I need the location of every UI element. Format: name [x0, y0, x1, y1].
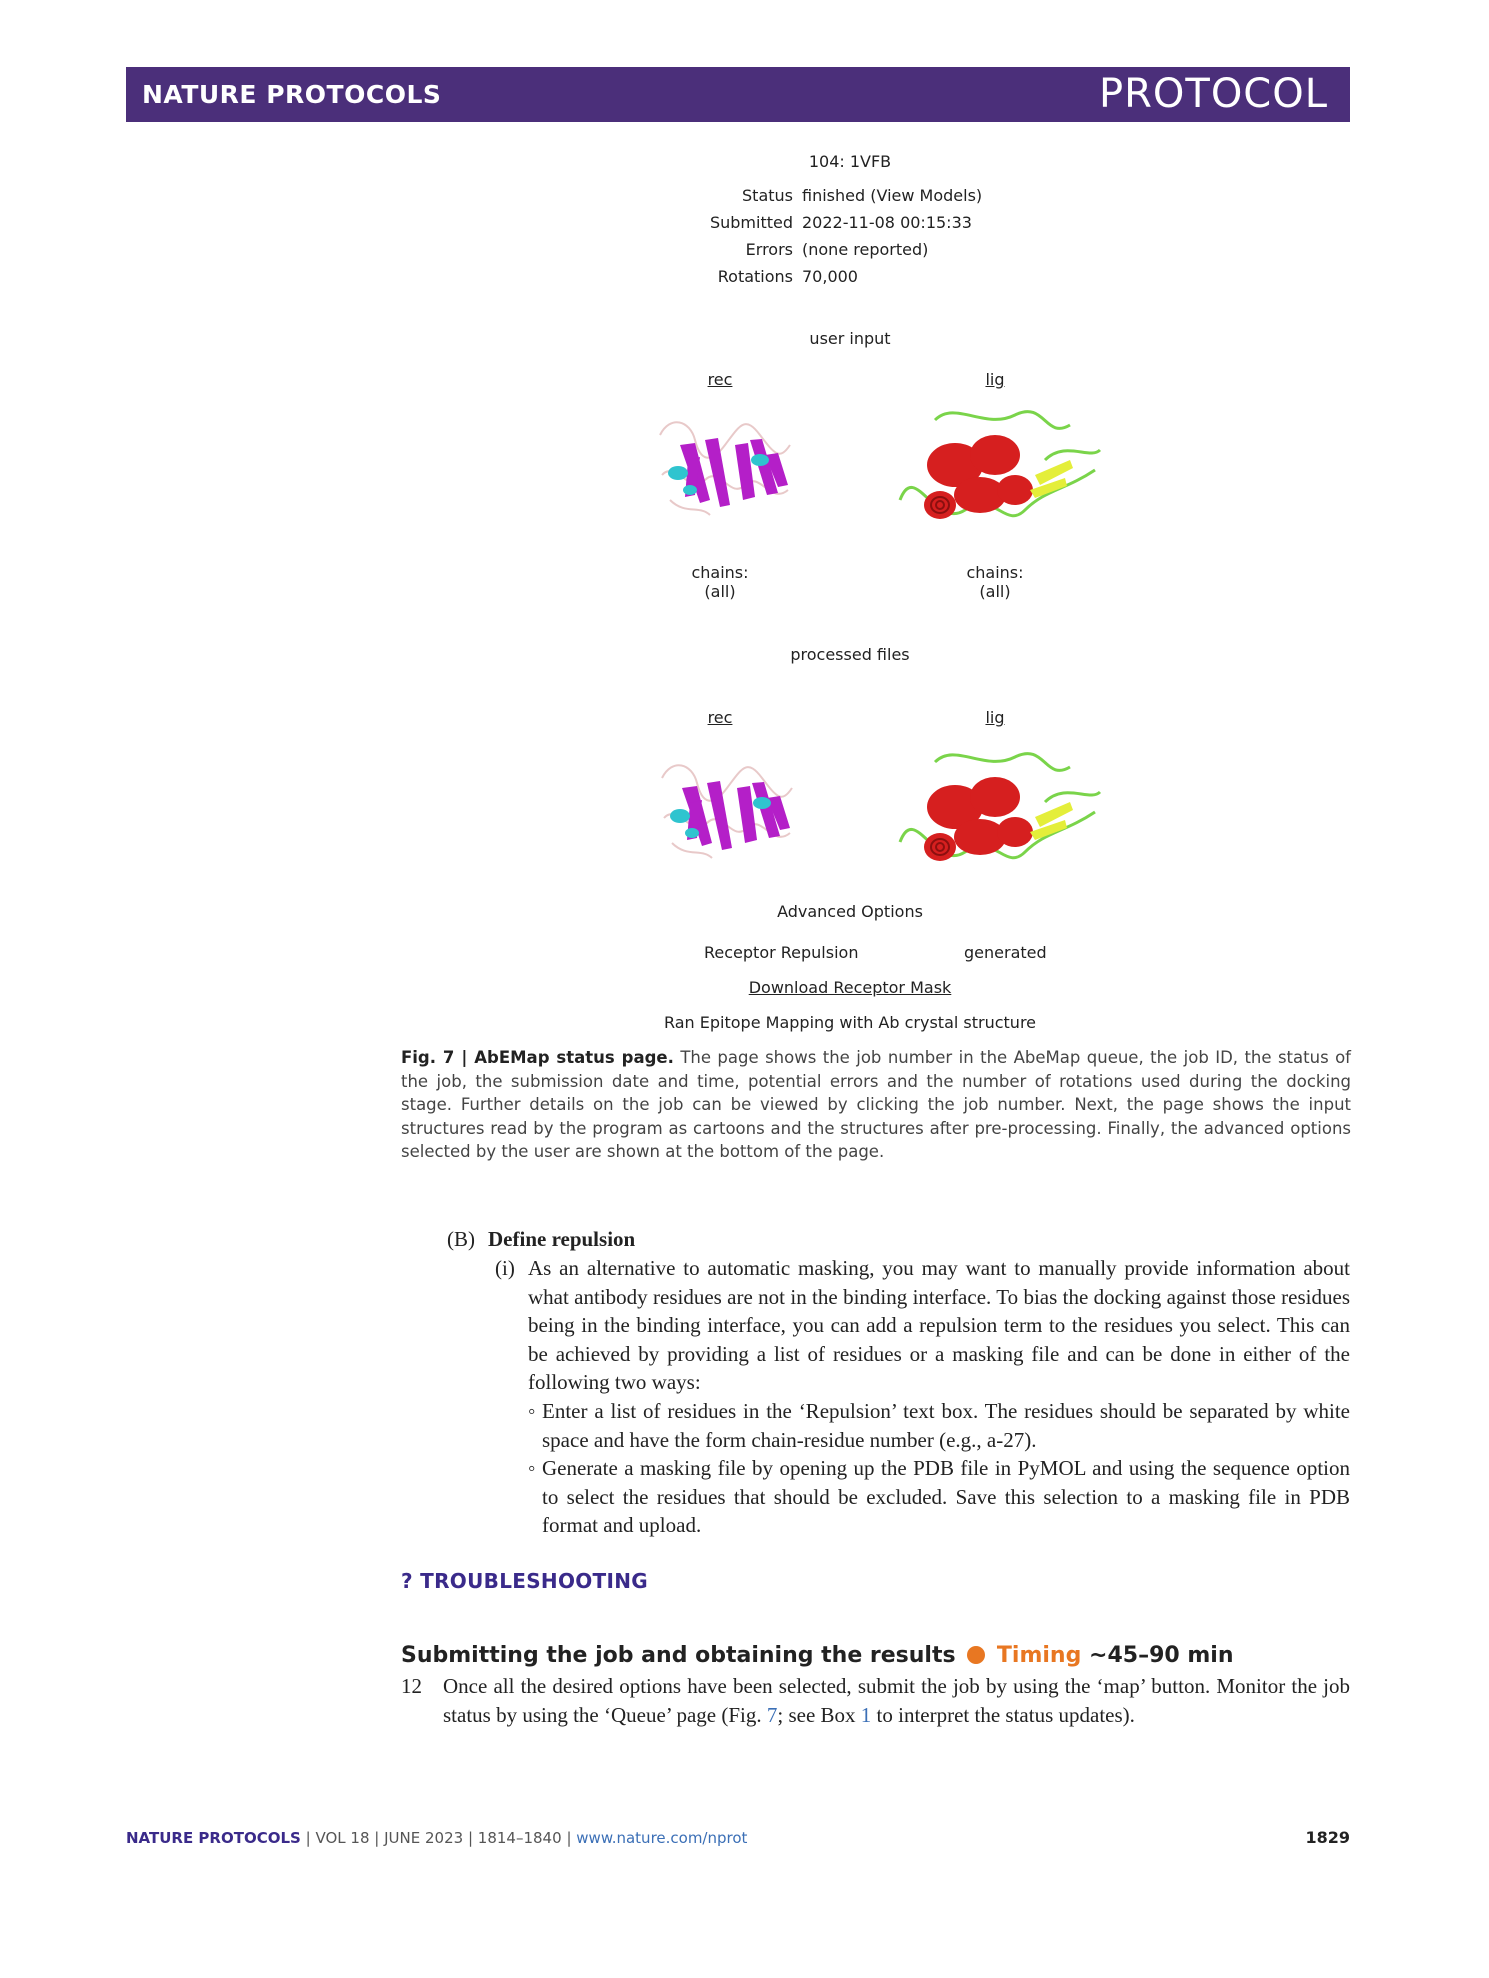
footer-sep: |: [374, 1829, 380, 1847]
section-heading-text: Submitting the job and obtaining the results: [401, 1643, 956, 1668]
footer-url-link[interactable]: www.nature.com/nprot: [576, 1829, 748, 1847]
protein-lig-cartoon-icon: [895, 742, 1105, 882]
user-rec-chains-label: chains:: [691, 563, 749, 582]
protein-rec-cartoon-icon: [650, 405, 800, 525]
status-value[interactable]: finished (View Models): [802, 186, 983, 205]
bullet-1-marker: ◦: [528, 1399, 536, 1423]
user-input-heading: user input: [809, 329, 891, 348]
user-lig-chains-value: (all): [979, 582, 1011, 601]
protein-rec-cartoon-icon: [652, 748, 802, 868]
bullet-2-text: Generate a masking file by opening up the PDB file in PyMOL and using the sequence option to select the residues that should be excluded. Save this selection to a masking file in PDB format and upload.: [542, 1456, 1350, 1537]
timing-label: Timing: [996, 1643, 1082, 1668]
figure-caption: [401, 1046, 1351, 1164]
box-1-link[interactable]: 1: [860, 1702, 872, 1727]
job-title[interactable]: 104: 1VFB: [808, 152, 892, 171]
receptor-repulsion-value: generated: [964, 943, 1047, 962]
journal-name: NATURE PROTOCOLS: [142, 80, 442, 109]
submitted-value: 2022-11-08 00:15:33: [802, 213, 972, 232]
caption-text: The page shows the job number in the AbeMap queue, the job ID, the status of the job, the submission date and time, potential errors and the number of rotations used during the docking stage. Further details on the job can be viewed by clicking the job number. Next, the page shows the input structures read by the program as cartoons and the structures after pre-processing. Finally, the advanced options selected by the user are shown at the bottom of the page.: [401, 1048, 1351, 1161]
troubleshooting-heading[interactable]: ? TROUBLESHOOTING: [401, 1569, 648, 1593]
step-i-text: As an alternative to automatic masking, you may want to manually provide information about what antibody residues are not in the binding interface. To bias the docking against those residues being in the binding interface, you can add a repulsion term to the residues you select. This can be achieved by providing a list of residues or a masking file and can be done in either of the following two ways:: [528, 1256, 1350, 1394]
caption-label: Fig. 7 | AbEMap status page.: [401, 1048, 674, 1067]
footer-citation: [126, 1829, 747, 1847]
processed-rec-link[interactable]: rec: [707, 708, 733, 727]
rotations-label: Rotations: [717, 267, 793, 286]
advanced-options-heading: Advanced Options: [777, 902, 923, 921]
footer-date: JUNE 2023: [384, 1829, 464, 1847]
footer-pages: 1814–1840: [477, 1829, 562, 1847]
errors-value: (none reported): [802, 240, 929, 259]
epitope-mapping-note: Ran Epitope Mapping with Ab crystal structure: [663, 1013, 1037, 1032]
step-12-text-a: Once all the desired options have been selected, submit the job by using the ‘map’ button. Monitor the job status by using the ‘Queue’ page (Fig.: [443, 1674, 1350, 1727]
submitted-label: Submitted: [709, 213, 793, 232]
timing-dot-icon: [967, 1646, 985, 1664]
processed-files-heading: processed files: [790, 645, 910, 664]
step-b-marker: (B): [447, 1227, 475, 1251]
journal-header-bar: [126, 67, 1350, 122]
step-12-number: 12: [401, 1674, 422, 1698]
step-b-title: Define repulsion: [488, 1227, 636, 1251]
protein-lig-cartoon-icon: [895, 400, 1105, 540]
user-rec-link[interactable]: rec: [707, 370, 733, 389]
user-rec-chains-value: (all): [704, 582, 736, 601]
user-lig-link[interactable]: lig: [985, 370, 1005, 389]
status-label: Status: [742, 186, 793, 205]
step-12-text: [443, 1672, 1350, 1729]
footer-sep: |: [566, 1829, 572, 1847]
errors-label: Errors: [745, 240, 793, 259]
receptor-repulsion-label: Receptor Repulsion: [704, 943, 859, 962]
timing-value: ~45–90 min: [1089, 1643, 1234, 1668]
page-number: 1829: [1305, 1828, 1350, 1847]
fig-7-link[interactable]: 7: [766, 1702, 778, 1727]
rotations-value: 70,000: [802, 267, 858, 286]
article-type: PROTOCOL: [1098, 71, 1328, 117]
bullet-1-text: Enter a list of residues in the ‘Repulsion’ text box. The residues should be separated by white space and have the form chain-residue number (e.g., a-27).: [542, 1399, 1350, 1452]
section-heading: [401, 1643, 1233, 1668]
user-lig-chains-label: chains:: [966, 563, 1024, 582]
footer-sep: |: [467, 1829, 474, 1847]
step-12-text-c: to interpret the status updates).: [876, 1702, 1135, 1727]
footer-journal: NATURE PROTOCOLS: [126, 1829, 301, 1847]
download-receptor-mask-link[interactable]: Download Receptor Mask: [748, 978, 952, 997]
step-12-text-b: ; see Box: [777, 1702, 856, 1727]
footer-sep: |: [305, 1829, 311, 1847]
bullet-2-marker: ◦: [528, 1456, 536, 1480]
processed-lig-link[interactable]: lig: [985, 708, 1005, 727]
footer-volume: VOL 18: [315, 1829, 370, 1847]
step-i-marker: (i): [495, 1256, 515, 1280]
